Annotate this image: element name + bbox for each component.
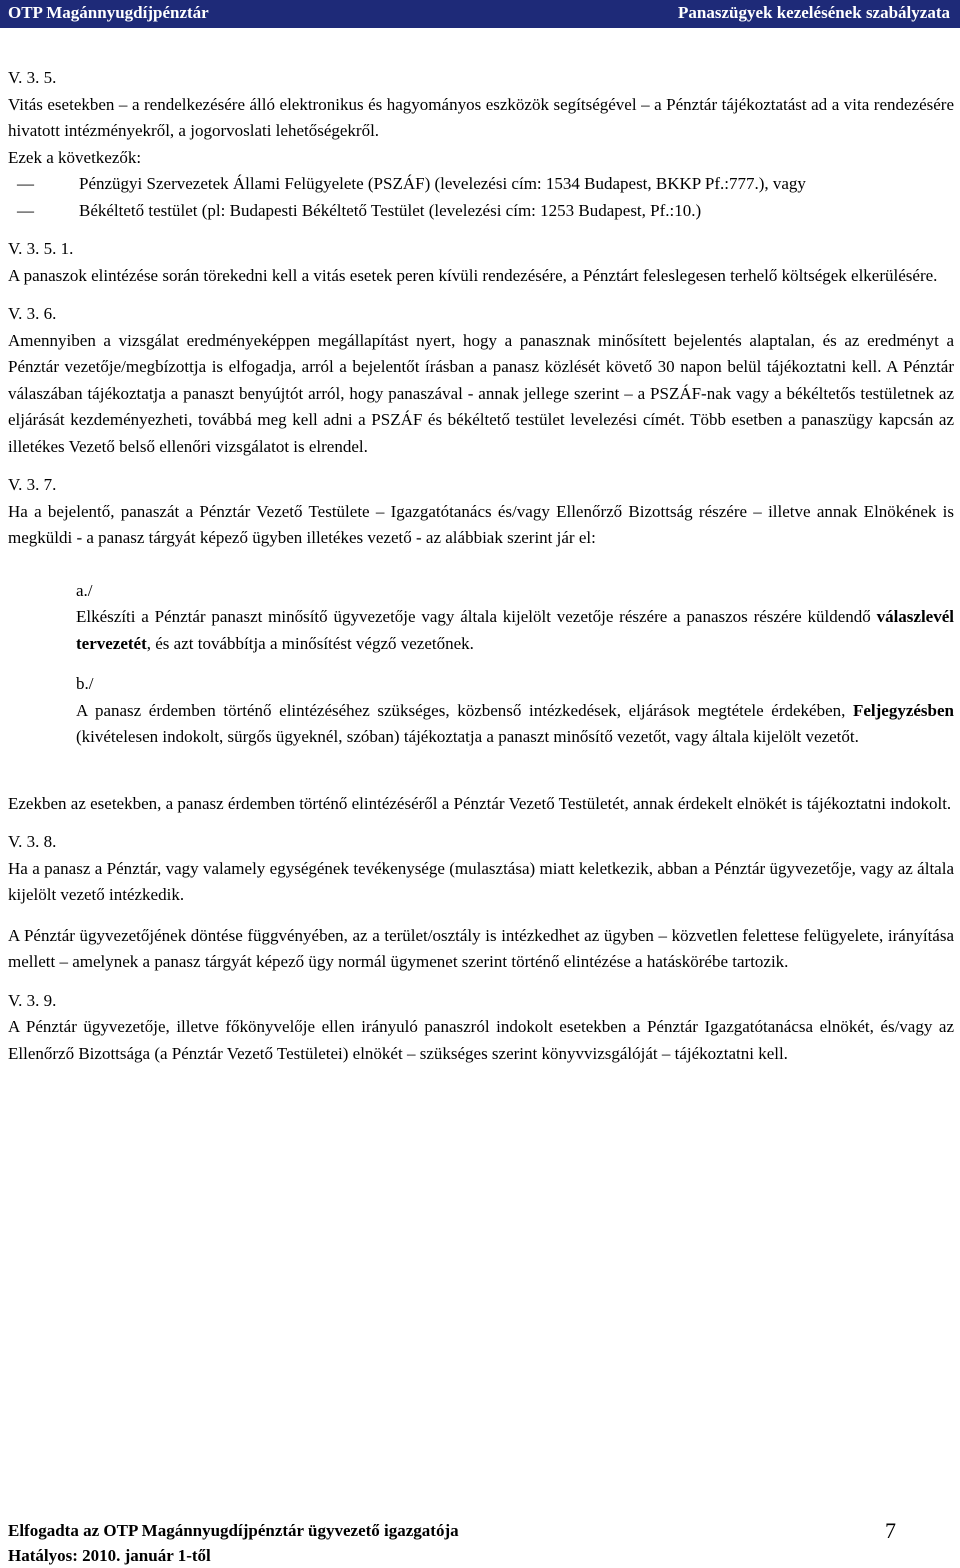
page-header <box>0 0 960 28</box>
bold-term: Feljegyzésben <box>852 700 954 720</box>
section-number: V. 3. 7. <box>8 475 57 494</box>
footer-approval: Elfogadta az OTP Magánnyugdíjpénztár ügyvezető igazgatója <box>8 1521 459 1540</box>
section-number: V. 3. 8. <box>8 832 57 851</box>
section-v-3-5-1 <box>8 236 954 289</box>
sub-item-text: Elkészíti a Pénztár panaszt minősítő ügyvezetője vagy általa kijelölt vezetője részére a panaszos részére küldendő válaszlevél tervezetét, és azt továbbítja a minősítést végző vezetőnek. <box>76 607 954 653</box>
section-v-3-9 <box>8 988 954 1068</box>
sub-item-label: b./ <box>76 674 94 693</box>
list-item-text: Pénzügyi Szervezetek Állami Felügyelete (PSZÁF) (levelezési cím: 1534 Budapest, BKKP Pf.:777.), vagy <box>79 174 806 193</box>
dash-bullet: — <box>17 174 34 193</box>
paragraph: A Pénztár ügyvezetője, illetve főkönyvelője ellen irányuló panaszról indokolt esetekben a Pénztár Igazgatótanácsa elnökét, és/vagy az Ellenőrző Bizottsága (a Pénztár Vezető Testületei) elnökét – szükséges szerint könyvvizsgálóját – tájékoztatni kell. <box>8 1017 954 1063</box>
section-number: V. 3. 9. <box>8 990 57 1010</box>
footer-effective-date: Hatályos: 2010. január 1-től <box>8 1546 211 1565</box>
paragraph: Ha a panasz a Pénztár, vagy valamely egységének tevékenysége (mulasztása) miatt keletkezik, abban a Pénztár ügyvezetője, vagy az általa kijelölt vezető intézkedik. <box>8 858 954 904</box>
page-footer <box>8 1518 954 1568</box>
paragraph: Amennyiben a vizsgálat eredményeképpen megállapítást nyert, hogy a panasznak minősített bejelentés alaptalan, és az eredményt a Pénztár vezetője/megbízottja is elfogadja, arról a bejelentőt írásban a panasz közlését követő 30 napon belül tájékoztatni kell. A Pénztár válaszában tájékoztatja a panaszt benyújtót arról, hogy panaszával - annak jellege szerint – a PSZÁF-nak vagy a békéltetős testületnek az eljárását kezdeményezheti, továbbá meg kell adni a PSZÁF és békéltető testület levelezési címét. Több esetben a panaszügy kapcsán az illetékes Vezető belső ellenőri vizsgálatot is elrendel. <box>8 330 954 456</box>
paragraph: Ezekben az esetekben, a panasz érdemben történő elintézéséről a Pénztár Vezető Testületét, annak érdekelt elnökét is tájékoztatni indokolt. <box>8 793 952 813</box>
section-v-3-7 <box>8 472 954 817</box>
list-item <box>8 198 954 225</box>
section-number: V. 3. 5. 1. <box>8 239 74 258</box>
sub-item-b <box>8 671 954 751</box>
section-number: V. 3. 6. <box>8 304 57 323</box>
header-org-name: OTP Magánnyugdíjpénztár <box>8 3 209 22</box>
section-v-3-8 <box>8 829 954 976</box>
bold-term: válaszlevél tervezetét <box>76 607 954 653</box>
list-item <box>8 171 954 198</box>
paragraph: Ezek a következők: <box>8 147 142 167</box>
page-number: 7 <box>885 1518 896 1543</box>
sub-item-text: A panasz érdemben történő elintézéséhez szükséges, közbenső intézkedések, eljárások megtétele érdekében, Feljegyzésben (kivételesen indokolt, sürgős ügyeknél, szóban) tájékoztatja a panaszt minősítő vezetőt, vagy általa kijelölt vezetőt. <box>76 700 954 746</box>
sub-item-label: a./ <box>76 580 93 600</box>
paragraph: A panaszok elintézése során törekedni kell a vitás esetek peren kívüli rendezésére, a Pénztárt feleslegesen terhelő költségek elkerülésére. <box>8 265 938 285</box>
list-item-text: Békéltető testület (pl: Budapesti Békéltető Testület (levelezési cím: 1253 Budapest, Pf.:10.) <box>79 200 702 220</box>
section-number: V. 3. 5. <box>8 68 57 87</box>
document-body <box>8 65 954 1067</box>
paragraph: A Pénztár ügyvezetőjének döntése függvényében, az a terület/osztály is intézkedhet az ügyben – közvetlen felettese felügyelete, irányítása mellett – amelynek a panasz tárgyát képező ügy normál ügymenet szerint történő elintézése a hatáskörébe tartozik. <box>8 925 954 971</box>
header-doc-title: Panaszügyek kezelésének szabályzata <box>678 3 950 22</box>
paragraph: Vitás esetekben – a rendelkezésére álló elektronikus és hagyományos eszközök segítségével – a Pénztár tájékoztatást ad a vita rendezésére hivatott intézményekről, a jogorvoslati lehetőségekről. <box>8 94 954 140</box>
section-v-3-5 <box>8 65 954 224</box>
dash-bullet: — <box>17 200 34 220</box>
section-v-3-6 <box>8 301 954 460</box>
paragraph: Ha a bejelentő, panaszát a Pénztár Vezető Testülete – Igazgatótanács és/vagy Ellenőrző Bizottság részére – illetve annak Elnökének is megküldi - a panasz tárgyát képező ügyben illetékes vezető - az alábbiak szerint jár el: <box>8 501 954 547</box>
sub-item-a <box>8 578 954 658</box>
